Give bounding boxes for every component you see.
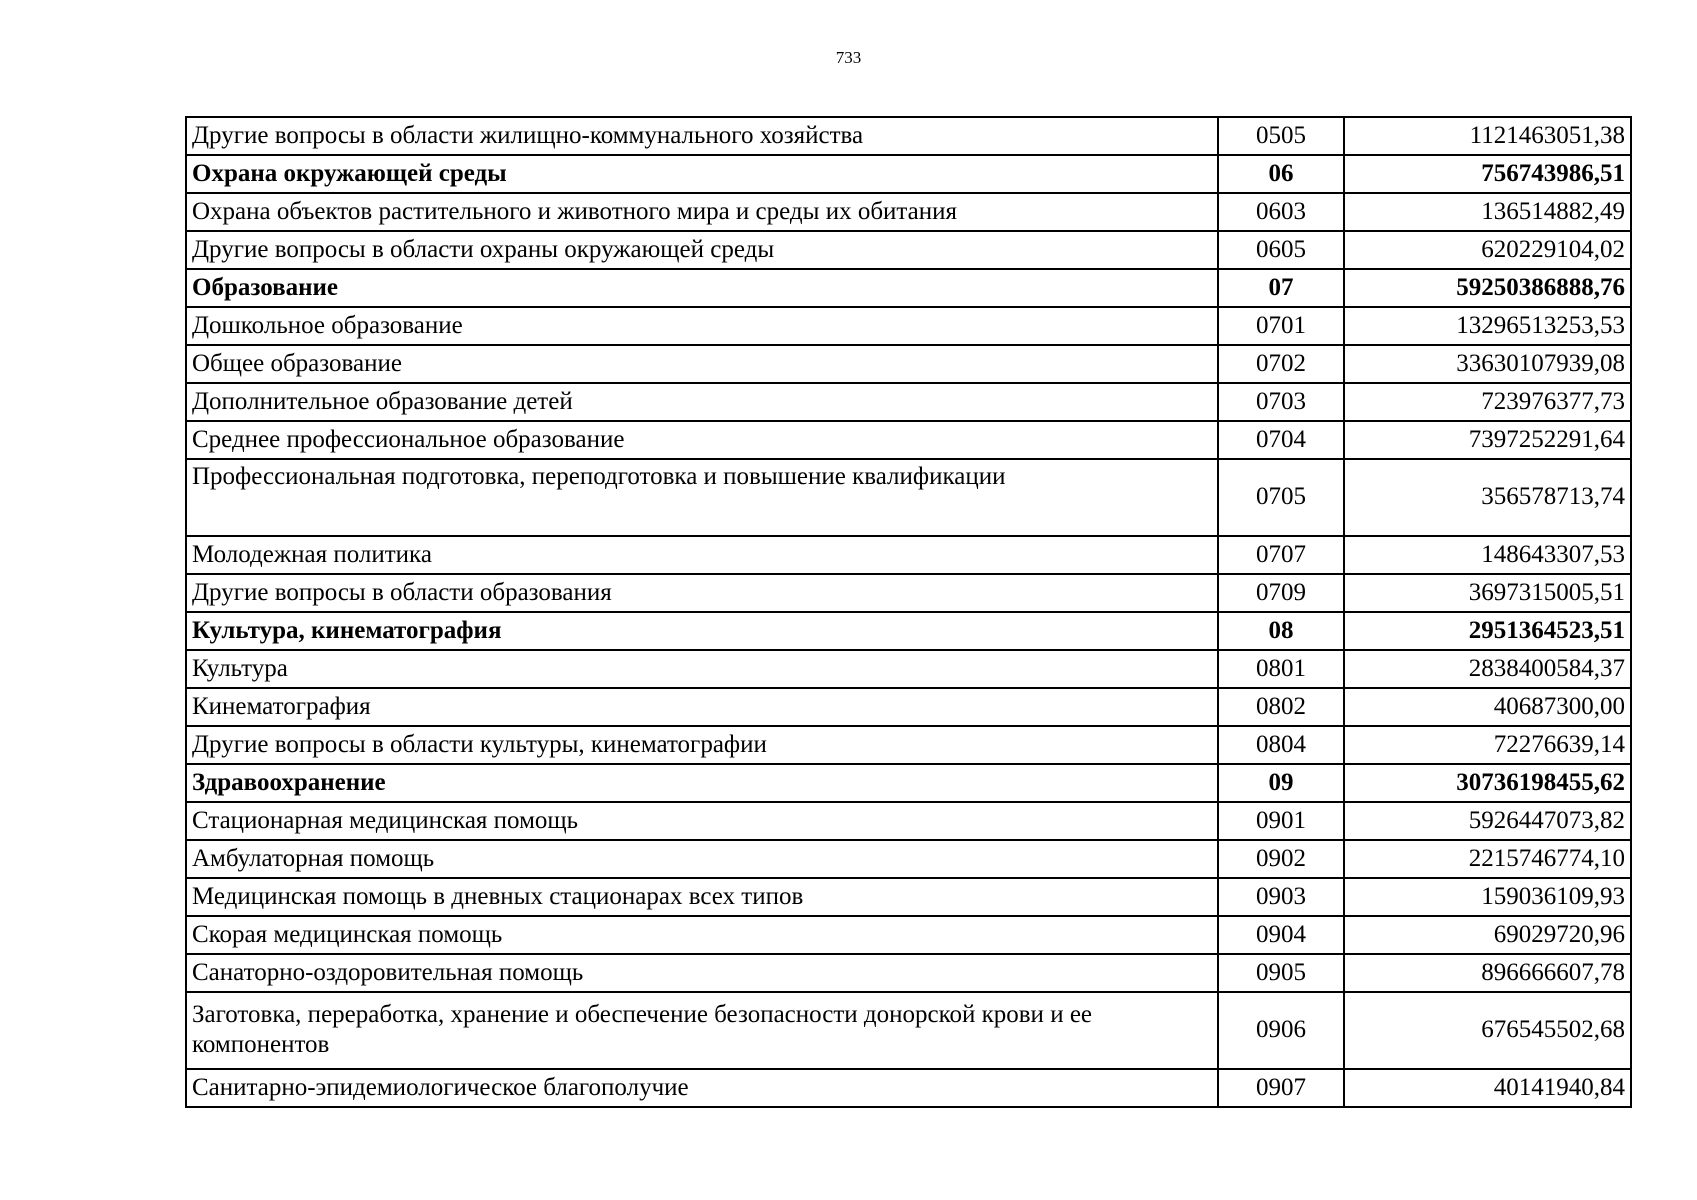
row-amount-cell: 30736198455,62 [1344, 764, 1631, 802]
table-row [186, 916, 1631, 954]
row-name-cell: Амбулаторная помощь [186, 840, 1218, 878]
row-name-cell: Другие вопросы в области охраны окружающей среды [186, 231, 1218, 269]
row-code-cell: 0701 [1218, 307, 1344, 345]
row-amount-cell: 148643307,53 [1344, 536, 1631, 574]
budget-table-body [186, 117, 1631, 1107]
row-amount-cell: 1121463051,38 [1344, 117, 1631, 155]
row-code-cell: 0802 [1218, 688, 1344, 726]
row-code-cell: 0702 [1218, 345, 1344, 383]
row-name-cell: Медицинская помощь в дневных стационарах всех типов [186, 878, 1218, 916]
row-code-cell: 0804 [1218, 726, 1344, 764]
row-amount-cell: 159036109,93 [1344, 878, 1631, 916]
row-name-cell: Общее образование [186, 345, 1218, 383]
row-code-cell: 09 [1218, 764, 1344, 802]
row-code-cell: 0707 [1218, 536, 1344, 574]
row-amount-cell: 33630107939,08 [1344, 345, 1631, 383]
row-code-cell: 0705 [1218, 459, 1344, 536]
row-amount-cell: 5926447073,82 [1344, 802, 1631, 840]
row-code-cell: 0703 [1218, 383, 1344, 421]
table-row [186, 307, 1631, 345]
row-name-cell: Образование [186, 269, 1218, 307]
row-amount-cell: 40687300,00 [1344, 688, 1631, 726]
row-amount-cell: 756743986,51 [1344, 155, 1631, 193]
table-row [186, 840, 1631, 878]
row-amount-cell: 896666607,78 [1344, 954, 1631, 992]
table-row [186, 1069, 1631, 1107]
budget-table [185, 116, 1632, 1108]
row-code-cell: 0906 [1218, 992, 1344, 1069]
row-name-cell: Заготовка, переработка, хранение и обеспечение безопасности донорской крови и ее компонентов [186, 992, 1218, 1069]
row-amount-cell: 3697315005,51 [1344, 574, 1631, 612]
row-amount-cell: 136514882,49 [1344, 193, 1631, 231]
row-amount-cell: 2838400584,37 [1344, 650, 1631, 688]
table-row [186, 688, 1631, 726]
row-amount-cell: 40141940,84 [1344, 1069, 1631, 1107]
row-name-cell: Здравоохранение [186, 764, 1218, 802]
table-row [186, 802, 1631, 840]
row-name-cell: Другие вопросы в области образования [186, 574, 1218, 612]
table-row [186, 155, 1631, 193]
row-code-cell: 0901 [1218, 802, 1344, 840]
row-code-cell: 0903 [1218, 878, 1344, 916]
row-code-cell: 0709 [1218, 574, 1344, 612]
table-row [186, 345, 1631, 383]
table-row [186, 193, 1631, 231]
row-name-cell: Другие вопросы в области культуры, кинематографии [186, 726, 1218, 764]
row-name-cell: Охрана окружающей среды [186, 155, 1218, 193]
table-row [186, 992, 1631, 1069]
row-amount-cell: 59250386888,76 [1344, 269, 1631, 307]
table-row [186, 459, 1631, 536]
row-amount-cell: 676545502,68 [1344, 992, 1631, 1069]
row-code-cell: 0605 [1218, 231, 1344, 269]
row-name-cell: Профессиональная подготовка, переподготовка и повышение квалификации [186, 459, 1218, 536]
row-amount-cell: 13296513253,53 [1344, 307, 1631, 345]
row-name-cell: Дошкольное образование [186, 307, 1218, 345]
table-row [186, 383, 1631, 421]
row-code-cell: 0704 [1218, 421, 1344, 459]
row-name-cell: Санаторно-оздоровительная помощь [186, 954, 1218, 992]
table-row [186, 269, 1631, 307]
row-code-cell: 0904 [1218, 916, 1344, 954]
table-row [186, 117, 1631, 155]
row-name-cell: Культура [186, 650, 1218, 688]
table-row [186, 954, 1631, 992]
row-amount-cell: 723976377,73 [1344, 383, 1631, 421]
row-name-cell: Культура, кинематография [186, 612, 1218, 650]
row-name-cell: Среднее профессиональное образование [186, 421, 1218, 459]
page-number: 733 [835, 48, 862, 67]
row-code-cell: 0905 [1218, 954, 1344, 992]
row-code-cell: 07 [1218, 269, 1344, 307]
table-row [186, 231, 1631, 269]
row-name-cell: Молодежная политика [186, 536, 1218, 574]
table-row [186, 878, 1631, 916]
table-row [186, 764, 1631, 802]
table-row [186, 650, 1631, 688]
row-amount-cell: 620229104,02 [1344, 231, 1631, 269]
row-name-cell: Скорая медицинская помощь [186, 916, 1218, 954]
table-row [186, 574, 1631, 612]
row-code-cell: 08 [1218, 612, 1344, 650]
row-name-cell: Охрана объектов растительного и животного мира и среды их обитания [186, 193, 1218, 231]
row-name-cell: Кинематография [186, 688, 1218, 726]
row-code-cell: 0801 [1218, 650, 1344, 688]
row-amount-cell: 7397252291,64 [1344, 421, 1631, 459]
row-code-cell: 0505 [1218, 117, 1344, 155]
row-code-cell: 0907 [1218, 1069, 1344, 1107]
row-amount-cell: 2951364523,51 [1344, 612, 1631, 650]
row-amount-cell: 2215746774,10 [1344, 840, 1631, 878]
row-amount-cell: 72276639,14 [1344, 726, 1631, 764]
table-row [186, 612, 1631, 650]
row-code-cell: 0902 [1218, 840, 1344, 878]
row-amount-cell: 356578713,74 [1344, 459, 1631, 536]
table-row [186, 726, 1631, 764]
table-row [186, 421, 1631, 459]
row-code-cell: 0603 [1218, 193, 1344, 231]
table-row [186, 536, 1631, 574]
row-name-cell: Санитарно-эпидемиологическое благополучие [186, 1069, 1218, 1107]
row-code-cell: 06 [1218, 155, 1344, 193]
row-name-cell: Дополнительное образование детей [186, 383, 1218, 421]
row-name-cell: Стационарная медицинская помощь [186, 802, 1218, 840]
row-name-cell: Другие вопросы в области жилищно-коммунального хозяйства [186, 117, 1218, 155]
row-amount-cell: 69029720,96 [1344, 916, 1631, 954]
